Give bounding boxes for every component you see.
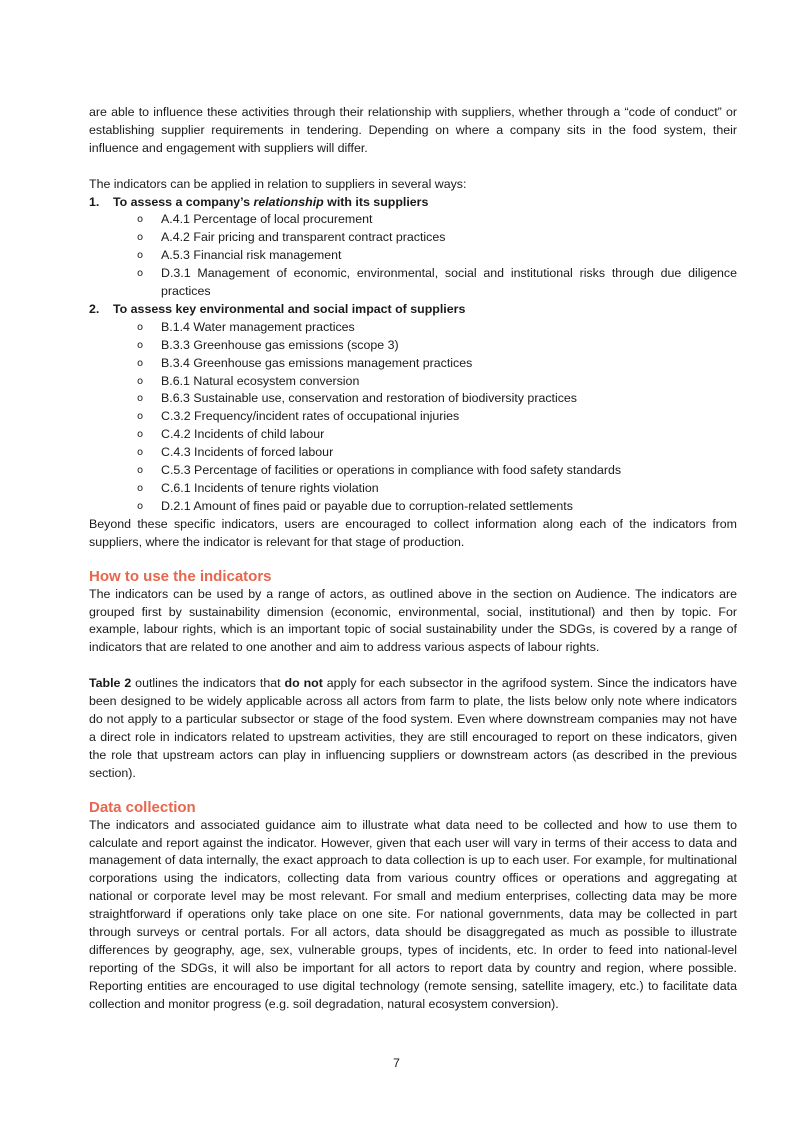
- list-item: o B.3.3 Greenhouse gas emissions (scope 3): [89, 337, 737, 355]
- do-not-emphasis: do not: [284, 676, 323, 691]
- bullet-icon: o: [137, 411, 144, 423]
- list-item: o C.4.3 Incidents of forced labour: [89, 444, 737, 462]
- bullet-icon: o: [137, 375, 144, 387]
- how-paragraph-1: The indicators can be used by a range of actors, as outlined above in the section on Audience. The indicators are grouped first by sustainability dimension (economic, environmental, social, institutional) and then by topic. For example, labour rights, which is an important topic of social sustainability under the SDGs, is covered by a range of indicators that are related to one another and aim to address various aspects of labour rights.: [89, 586, 737, 655]
- list-item: o C.4.2 Incidents of child labour: [89, 426, 737, 444]
- list-1-title-emphasis: relationship: [253, 194, 324, 209]
- list-item: o C.5.3 Percentage of facilities or operations in compliance with food safety standards: [89, 462, 737, 480]
- how-paragraph-2: Table 2 outlines the indicators that do not apply for each subsector in the agrifood system. Since the indicators have been designed to be widely applicable across all actors from farm to plate, the lists below only note where indicators do not apply to a particular subsector or stage of the food system. Even where downstream companies may not have a direct role in indicators related to upstream activities, they are still encouraged to report on these indicators, given the role that upstream actors can play in influencing suppliers or downstream actors (as described in the previous section).: [89, 676, 738, 780]
- list-item: o D.3.1 Management of economic, environmental, social and institutional risks through due diligence practices: [137, 266, 737, 299]
- bullet-icon: o: [137, 465, 144, 477]
- list-item: o A.5.3 Financial risk management: [89, 247, 737, 265]
- page-body: [89, 104, 737, 1014]
- bullet-icon: o: [137, 232, 144, 244]
- list-item: o D.2.1 Amount of fines paid or payable due to corruption-related settlements: [89, 498, 737, 516]
- list-1-title-a: To assess a company’s: [113, 194, 254, 209]
- bullet-icon: o: [137, 483, 144, 495]
- bullet-icon: o: [137, 429, 144, 441]
- intro-paragraph: are able to influence these activities through their relationship with suppliers, whether through a “code of conduct” or establishing supplier requirements in tendering. Depending on where a company sits in the food system, their influence and engagement with suppliers will differ.: [89, 105, 737, 155]
- list-2-heading: [89, 301, 737, 319]
- data-collection-paragraph: The indicators and associated guidance aim to illustrate what data need to be collected and how to use them to calculate and report against the indicator. However, given that each user will vary in terms of their access to data and management of data internally, the exact approach to data collection is up to each user. For example, for multinational corporations using the indicators, collecting data from various country offices or operations and aggregating at national or corporate level may be most relevant. For small and medium enterprises, collecting data may be more straightforward if operations only take place on one site. For national governments, data may be collected in part through surveys or central portals. For all actors, data should be disaggregated as much as possible to illustrate differences by geography, age, sex, vulnerable groups, types of incidents, etc. In order to feed into national-level reporting of the SDGs, it will also be important for all actors to report data by country and region, where possible. Reporting entities are encouraged to use digital technology (remote sensing, satellite imagery, etc.) to facilitate data collection and monitor progress (e.g. soil degradation, natural ecosystem conversion).: [89, 817, 737, 1011]
- table-2-reference: Table 2: [89, 676, 132, 691]
- bullet-icon: o: [137, 268, 144, 280]
- bullet-icon: o: [137, 250, 144, 262]
- list-2-title: To assess key environmental and social impact of suppliers: [113, 301, 466, 316]
- list-item: o C.3.2 Frequency/incident rates of occupational injuries: [89, 408, 737, 426]
- page-number: 7: [393, 1056, 400, 1070]
- bullet-icon: o: [137, 447, 144, 459]
- bullet-icon: o: [137, 500, 144, 512]
- list-1-number: 1.: [89, 194, 100, 209]
- section-heading-data-collection: Data collection: [89, 798, 196, 816]
- list-item: o C.6.1 Incidents of tenure rights violation: [89, 480, 737, 498]
- list-2-items: [89, 319, 737, 516]
- intro-lead: The indicators can be applied in relation to suppliers in several ways:: [89, 176, 467, 191]
- bullet-icon: o: [137, 321, 144, 333]
- list-1-items: [89, 211, 737, 301]
- section-heading-how-to-use: How to use the indicators: [89, 567, 272, 585]
- bullet-icon: o: [137, 357, 144, 369]
- list-item: o B.3.4 Greenhouse gas emissions management practices: [89, 355, 737, 373]
- list-item: o B.6.1 Natural ecosystem conversion: [89, 373, 737, 391]
- list-1-heading: [89, 194, 737, 212]
- list-item: o A.4.1 Percentage of local procurement: [89, 211, 737, 229]
- list-2-number: 2.: [89, 301, 100, 316]
- beyond-paragraph: Beyond these specific indicators, users are encouraged to collect information along each of the indicators from suppliers, where the indicator is relevant for that stage of production.: [89, 516, 737, 549]
- list-item: o B.1.4 Water management practices: [89, 319, 737, 337]
- list-1-title-b: with its suppliers: [323, 194, 429, 209]
- list-item: o A.4.2 Fair pricing and transparent contract practices: [89, 229, 737, 247]
- bullet-icon: o: [137, 393, 144, 405]
- bullet-icon: o: [137, 214, 144, 226]
- list-item: o B.6.3 Sustainable use, conservation and restoration of biodiversity practices: [89, 390, 737, 408]
- bullet-icon: o: [137, 339, 144, 351]
